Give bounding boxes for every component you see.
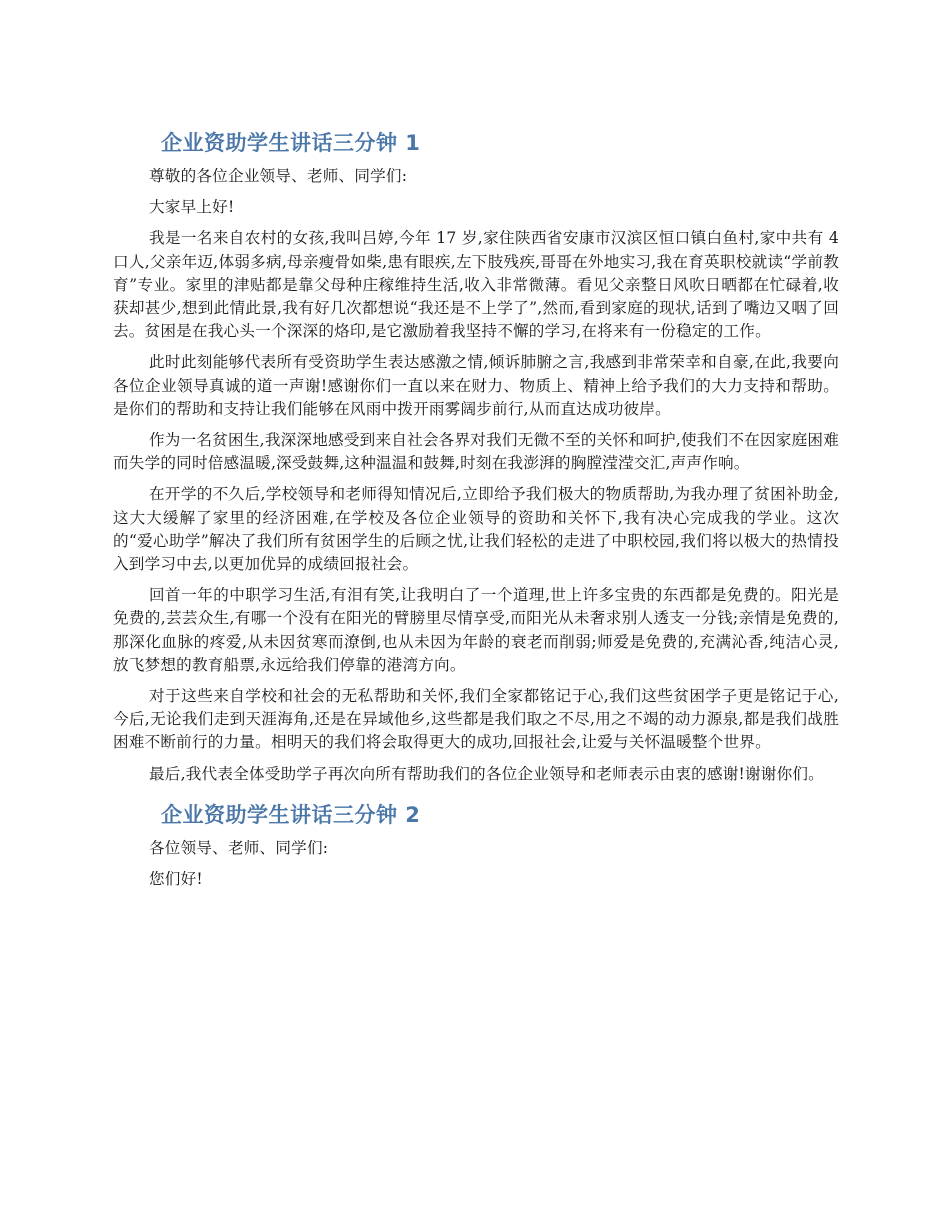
- section-1-paragraph-reflection: 回首一年的中职学习生活,有泪有笑,让我明白了一个道理,世上许多宝贵的东西都是免费的。阳光是免费的,芸芸众生,有哪一个没有在阳光的臂膀里尽情享受,而阳光从未奢求别人透支一分钱;亲情是免费的,那深化血脉的疼爱,从未因贫寒而潦倒,也从未因为年龄的衰老而削弱;师爱是免费的,充满沁香,纯洁心灵,放飞梦想的教育船票,永远给我们停靠的港湾方向。: [113, 586, 839, 674]
- section-1-paragraph-salutation: 尊敬的各位企业领导、老师、同学们:: [149, 167, 408, 185]
- section-1-paragraph-closing: 最后,我代表全体受助学子再次向所有帮助我们的各位企业领导和老师表示由衷的感谢!谢谢你们。: [149, 764, 824, 783]
- section-1-paragraph-introduction: 我是一名来自农村的女孩,我叫吕婷,今年 17 岁,家住陕西省安康市汉滨区恒口镇白鱼村,家中共有 4 口人,父亲年迈,体弱多病,母亲瘦骨如柴,患有眼疾,左下肢残疾,哥哥在外地实习,我在育英职校就读“学前教育”专业。家里的津贴都是靠父母种庄稼维持生活,收入非常微薄。看见父亲整日风吹日晒都在忙碌着,收获却甚少,想到此情此景,我有好几次都想说“我还是不上学了”,然而,看到家庭的现状,话到了嘴边又咽了回去。贫困是在我心头一个深深的烙印,是它激励着我坚持不懈的学习,在将来有一份稳定的工作。: [113, 229, 839, 341]
- section-2-paragraph-greeting: 您们好!: [149, 870, 203, 889]
- section-1-paragraph-commitment: 对于这些来自学校和社会的无私帮助和关怀,我们全家都铭记于心,我们这些贫困学子更是铭记于心,今后,无论我们走到天涯海角,还是在异域他乡,这些都是我们取之不尽,用之不竭的动力源泉,都是我们战胜困难不断前行的力量。相明天的我们将会取得更大的成功,回报社会,让爱与关怀温暖整个世界。: [113, 687, 839, 752]
- section-1-paragraph-gratitude: 此时此刻能够代表所有受资助学生表达感激之情,倾诉肺腑之言,我感到非常荣幸和自豪,在此,我要向各位企业领导真诚的道一声谢!感谢你们一直以来在财力、物质上、精神上给予我们的大力支持和帮助。是你们的帮助和支持让我们能够在风雨中拨开雨雾阔步前行,从而直达成功彼岸。: [113, 353, 839, 418]
- section-1-paragraph-assistance: 在开学的不久后,学校领导和老师得知情况后,立即给予我们极大的物质帮助,为我办理了贫困补助金,这大大缓解了家里的经济困难,在学校及各位企业领导的资助和关怀下,我有决心完成我的学业。这次的“爱心助学”解决了我们所有贫困学生的后顾之忧,让我们轻松的走进了中职校园,我们将以极大的热情投入到学习中去,以更加优异的成绩回报社会。: [113, 485, 839, 574]
- document-page: [113, 126, 839, 899]
- section-2-paragraph-salutation: 各位领导、老师、同学们:: [149, 838, 329, 857]
- section-1-heading: 企业资助学生讲话三分钟 1: [161, 131, 421, 155]
- section-1-paragraph-greeting: 大家早上好!: [149, 198, 235, 217]
- section-1-paragraph-care: 作为一名贫困生,我深深地感受到来自社会各界对我们无微不至的关怀和呵护,使我们不在因家庭困难而失学的同时倍感温暖,深受鼓舞,这种温温和鼓舞,时刻在我澎湃的胸膛滢滢交汇,声声作响。: [113, 431, 839, 473]
- section-2-heading: 企业资助学生讲话三分钟 2: [161, 802, 421, 827]
